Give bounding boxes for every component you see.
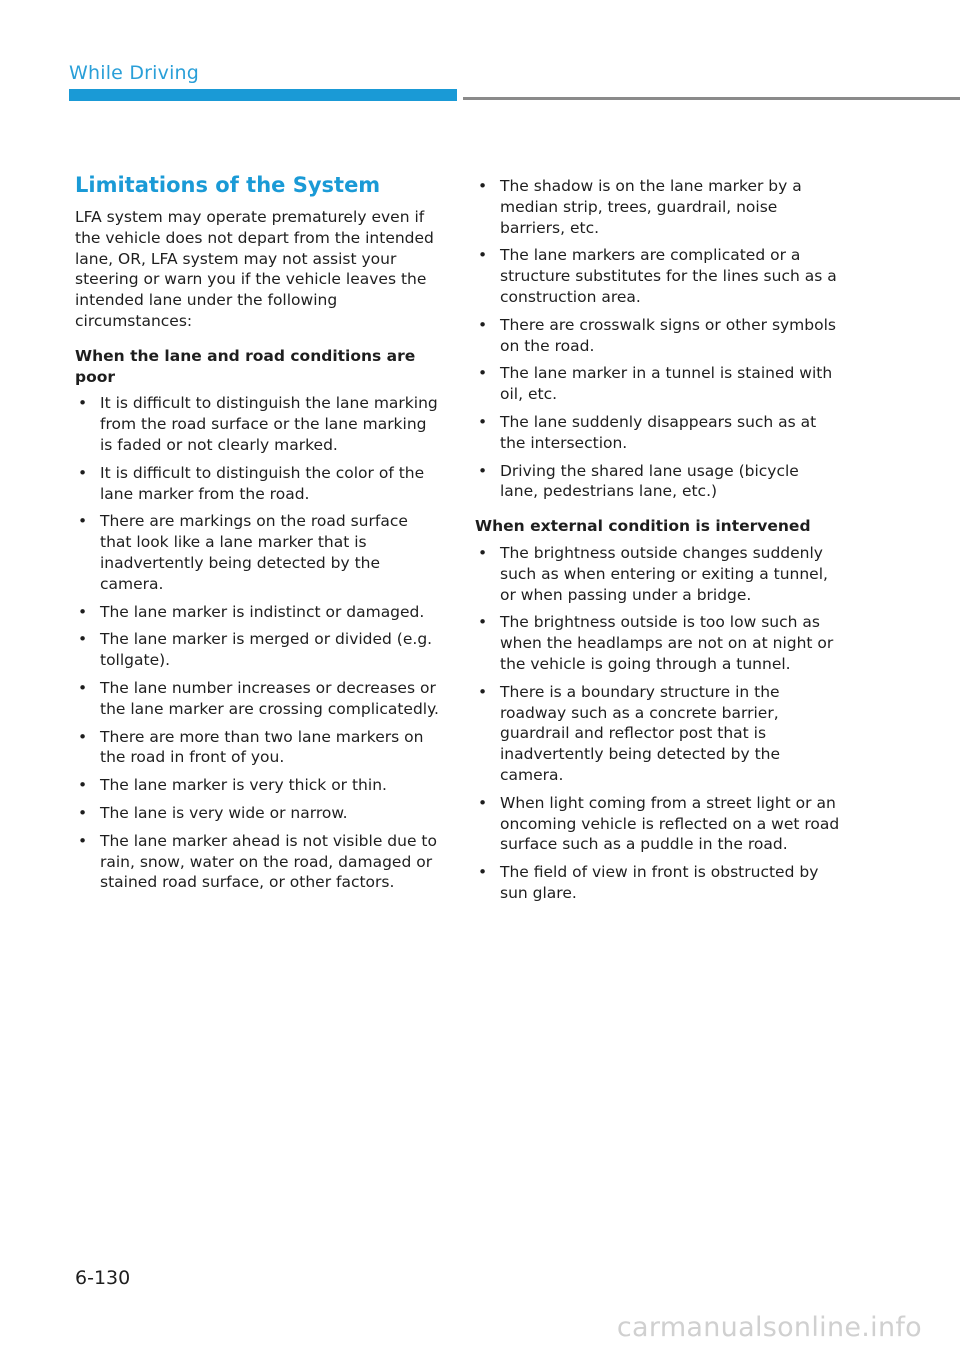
list-item-text: The lane marker in a tunnel is stained with oil, etc.	[500, 364, 833, 404]
bullet-marker: •	[78, 512, 88, 531]
list-item	[75, 463, 440, 505]
bullet-marker: •	[78, 803, 88, 822]
list-item	[475, 363, 840, 405]
bullet-marker: •	[478, 364, 488, 383]
list-item-text: It is difficult to distinguish the lane marking from the road surface or the lane marking is faded or not clearly marked.	[100, 394, 438, 454]
list-item	[75, 803, 440, 824]
header-rule-blue	[69, 89, 457, 101]
list-item-text: The shadow is on the lane marker by a median strip, trees, guardrail, noise barriers, etc.	[500, 177, 802, 237]
bullet-marker: •	[78, 394, 88, 413]
intro-paragraph: LFA system may operate prematurely even if the vehicle does not depart from the intended lane, OR, LFA system may not assist your steering or warn you if the vehicle leaves the intended lane under the following circumstances:	[75, 208, 434, 330]
bullet-marker: •	[478, 412, 488, 431]
left-column	[75, 170, 440, 907]
bullet-marker: •	[78, 727, 88, 746]
bullet-marker: •	[478, 315, 488, 334]
watermark: carmanualsonline.info	[616, 1312, 922, 1343]
list-item-text: The brightness outside is too low such as when the headlamps are not on at night or the vehicle is going through a tunnel.	[500, 613, 834, 673]
list-item	[75, 727, 440, 769]
list-item	[475, 543, 840, 605]
bullet-marker: •	[78, 602, 88, 621]
list-item	[475, 793, 840, 855]
list-item	[75, 678, 440, 720]
list-item-text: The lane number increases or decreases or the lane marker are crossing complicatedly.	[100, 678, 439, 718]
list-item-text: The lane marker is merged or divided (e.g. tollgate).	[100, 630, 433, 670]
list-item-text: It is difficult to distinguish the color of the lane marker from the road.	[100, 463, 425, 503]
bullet-marker: •	[78, 630, 88, 649]
subheading-external-conditions: When external condition is intervened	[475, 517, 811, 536]
list-item-text: The field of view in front is obstructed by sun glare.	[500, 863, 819, 902]
list-item	[475, 862, 840, 904]
list-item-text: There are markings on the road surface that look like a lane marker that is inadvertently being detected by the camera.	[100, 512, 408, 593]
external-conditions-list	[475, 543, 840, 904]
page-number: 6-130	[75, 1267, 131, 1289]
list-item-text: There are crosswalk signs or other symbols on the road.	[500, 315, 836, 355]
list-item	[75, 393, 440, 455]
bullet-marker: •	[478, 177, 488, 195]
list-item-text: There are more than two lane markers on the road in front of you.	[100, 727, 424, 767]
bullet-marker: •	[478, 682, 488, 701]
bullet-marker: •	[478, 793, 488, 812]
bullet-marker: •	[478, 863, 488, 882]
list-item	[475, 176, 840, 238]
list-item	[75, 775, 440, 796]
list-item	[75, 511, 440, 594]
bullet-marker: •	[78, 678, 88, 697]
list-item	[475, 682, 840, 786]
bullet-marker: •	[78, 463, 88, 482]
list-item-text: The lane marker is very thick or thin.	[100, 776, 387, 795]
list-item-text: When light coming from a street light or an oncoming vehicle is reflected on a wet road surface such as a puddle in the road.	[500, 793, 840, 854]
lane-conditions-list	[75, 393, 440, 893]
bullet-marker: •	[478, 613, 488, 632]
list-item-text: The lane is very wide or narrow.	[100, 803, 348, 822]
list-item	[475, 245, 840, 307]
chapter-title: While Driving	[69, 62, 200, 84]
list-item-text: There is a boundary structure in the roadway such as a concrete barrier, guardrail and reflector post that is inadvertently being detected by the camera.	[500, 682, 781, 784]
list-item	[475, 315, 840, 357]
list-item-text: The lane suddenly disappears such as at the intersection.	[500, 412, 817, 452]
list-item	[475, 461, 840, 503]
list-item	[475, 612, 840, 674]
bullet-marker: •	[478, 461, 488, 480]
list-item-text: Driving the shared lane usage (bicycle lane, pedestrians lane, etc.)	[500, 461, 799, 501]
list-item-text: The brightness outside changes suddenly such as when entering or exiting a tunnel, or when passing under a bridge.	[500, 543, 828, 604]
list-item-text: The lane marker ahead is not visible due to rain, snow, water on the road, damaged or stained road surface, or other factors.	[100, 831, 437, 892]
bullet-marker: •	[78, 831, 88, 850]
bullet-marker: •	[478, 246, 488, 265]
list-item-text: The lane markers are complicated or a structure substitutes for the lines such as a construction area.	[500, 246, 837, 306]
section-heading: Limitations of the System	[75, 173, 381, 197]
header-rule-gray	[463, 97, 960, 100]
list-item	[75, 602, 440, 623]
list-item	[75, 629, 440, 671]
subheading-lane-conditions: When the lane and road conditions are poor	[75, 346, 416, 386]
lane-conditions-list-continued	[475, 176, 840, 502]
list-item-text: The lane marker is indistinct or damaged.	[100, 602, 425, 621]
bullet-marker: •	[78, 776, 88, 795]
list-item	[75, 831, 440, 893]
bullet-marker: •	[478, 543, 488, 562]
right-column	[475, 176, 840, 918]
list-item	[475, 412, 840, 454]
